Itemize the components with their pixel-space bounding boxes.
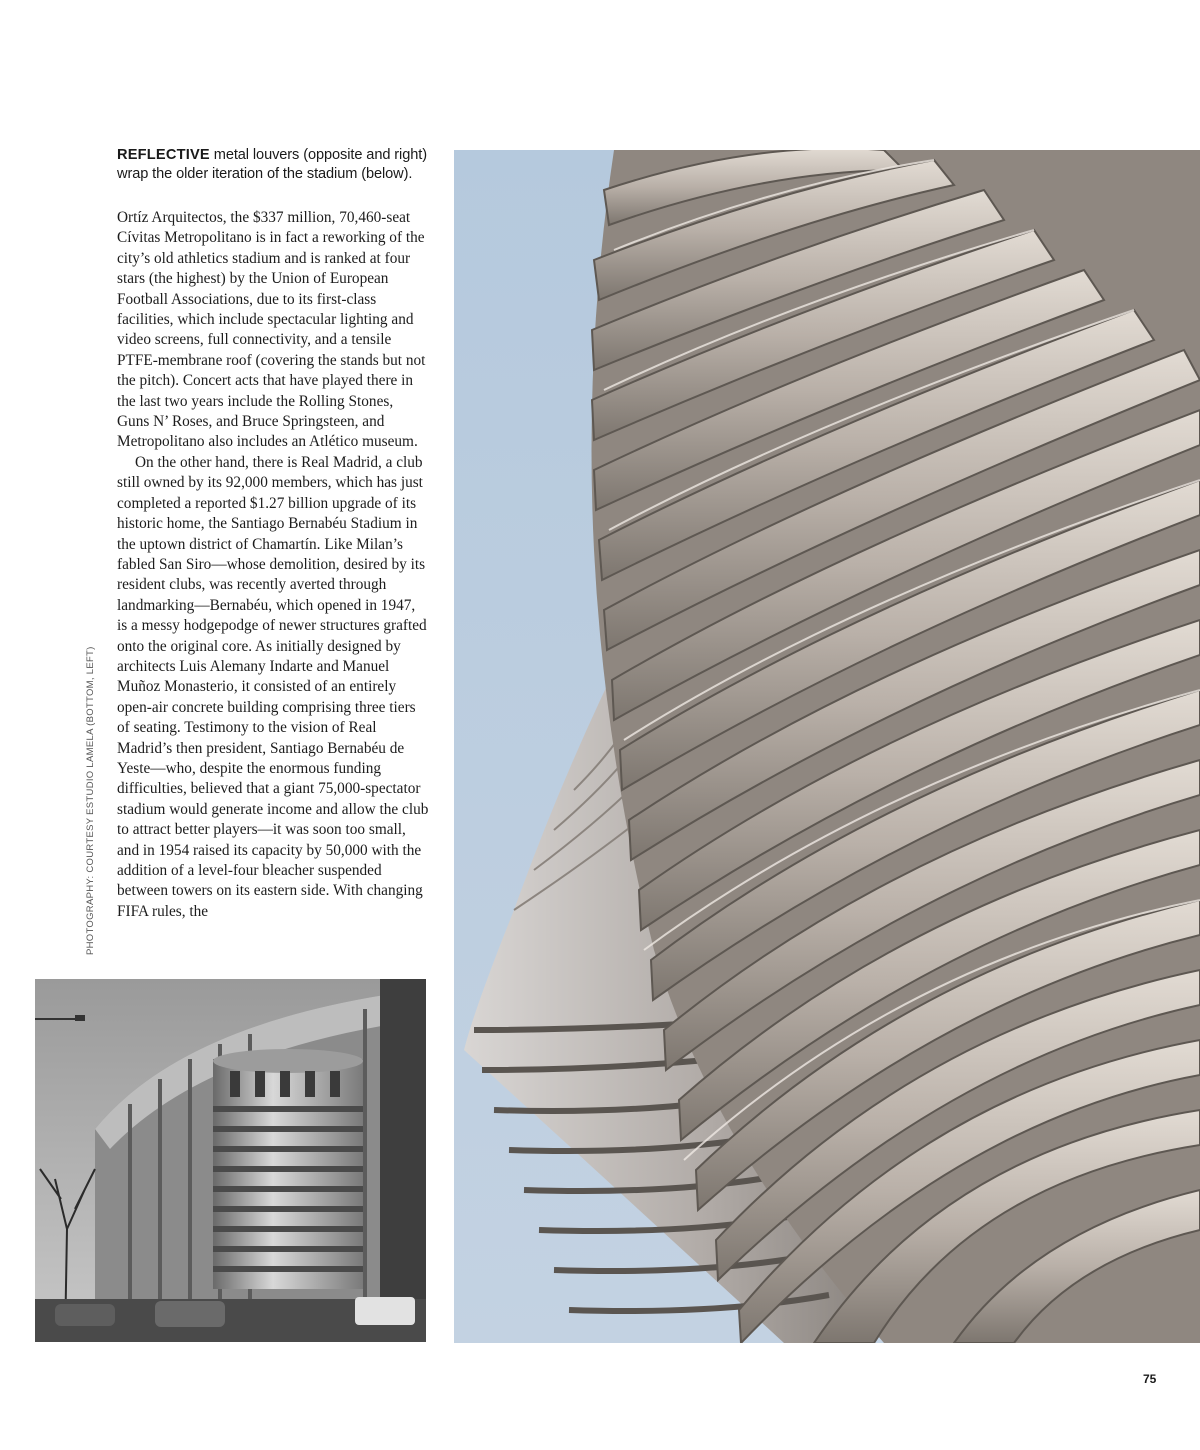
old-stadium-photo	[35, 979, 426, 1342]
photo-credit: PHOTOGRAPHY: COURTESY ESTUDIO LAMELA (BOTTOM, LEFT)	[85, 646, 96, 955]
article-body	[117, 208, 429, 922]
article-paragraph-2: On the other hand, there is Real Madrid, a club still owned by its 92,000 members, which has just completed a reported $1.27 billion upgrade of its historic home, the Santiago Bernabéu Stadium in the uptown district of Chamartín. Like Milan’s fabled San Siro—whose demolition, desired by its resident clubs, was recently averted through landmarking—Bernabéu, which opened in 1947, is a messy hodgepodge of newer structures grafted onto the original core. As initially designed by architects Luis Alemany Indarte and Manuel Muñoz Monasterio, it consisted of an entirely open-air concrete building comprising three tiers of seating. Testimony to the vision of Real Madrid’s then president, Santiago Bernabéu de Yeste—who, despite the enormous funding difficulties, believed that a giant 75,000-spectator stadium would generate income and allow the club to attract better players—it was soon too small, and in 1954 raised its capacity by 50,000 with the addition of a level-four bleacher suspended between towers on its eastern side. With changing FIFA rules, the	[117, 453, 429, 920]
louver-facade-illustration	[454, 150, 1200, 1343]
article-paragraph-1: Ortíz Arquitectos, the $337 million, 70,460-seat Cívitas Metropolitano is in fact a reworking of the city’s old athletics stadium and is ranked at four stars (the highest) by the Union of European Football Associations, due to its first-class facilities, which include spectacular lighting and video screens, full connectivity, and a tensile PTFE-membrane roof (covering the stands but not the pitch). Concert acts that have played there in the last two years include the Rolling Stones, Guns N’ Roses, and Bruce Springsteen, and Metropolitano also includes an Atlético museum.	[117, 209, 426, 451]
caption-lead: REFLECTIVE	[117, 147, 210, 163]
photo-caption	[117, 146, 439, 184]
caption-text: metal louvers (opposite and right) wrap the older iteration of the stadium (below).	[117, 147, 427, 182]
page-number: 75	[1143, 1372, 1157, 1386]
old-stadium-illustration	[35, 979, 426, 1342]
louver-facade-photo	[454, 150, 1200, 1343]
